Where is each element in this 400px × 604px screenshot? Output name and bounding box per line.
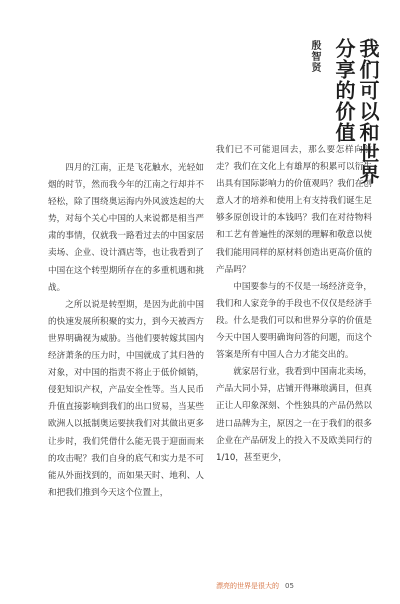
title-line-1: 我们可以和世界: [356, 38, 380, 185]
right-column: [216, 142, 372, 467]
paragraph: 我们已不可能退回去，那么要怎样向前走？我们在文化上有雄厚的积累可以衍生出具有国际影响力的价值观吗？我们在创意人才的培养和使用上有支持我们诞生足够多原创设计的本钱吗？我们在对待物料和工艺有普遍性的深刻的理解和敬意以使我们能用同样的原材料创造出更高价值的产品吗？: [216, 145, 372, 275]
page-number: 05: [285, 582, 294, 590]
paragraph: 就家居行业，我看到中国南北卖场，产品大同小异，店铺开得琳琅满目，但真正让人印象深刻、个性独具的产品仍然以进口品牌为主，原因之一在于我们的很多企业在产品研发上的投入不及欧美同行的1/10，甚至更少，: [216, 367, 372, 463]
paragraph: 中国要参与的不仅是一场经济竞争，我们和人家竞争的手段也不仅仅是经济手段。什么是我们可以和世界分享的价值是今天中国人要明确询问答的问题，而这个答案是所有中国人合力才能交出的。: [216, 281, 372, 361]
footer-title: 漂亮的世界是很大的: [216, 582, 279, 590]
left-column: [48, 160, 204, 502]
author-byline: 殷智贤: [309, 40, 320, 73]
paragraph: 之所以说是转型期，是因为此前中国的快速发展所积聚的实力，到今天被西方世界明确视为威胁。当他们要转嫁其国内经济萧条的压力时，中国就成了其归咎的对象，对中国的指责不将止于低价倾销，侵犯知识产权，产品安全性等。当人民币升值直接影响到我们的出口贸易，当某些欧洲人以抵制奥运要挟我们对其做出更多让步时，我们凭借什么能无畏于迎面而来的攻击呢？我们自身的底气和实力是不可能从外面找到的，而如果天时、地利、人和把我们推到今天这个位置上，: [48, 299, 204, 498]
title-line-2: 分享的价值: [332, 38, 356, 143]
paragraph: 四月的江南，正是飞花触水，光轻如烟的时节，然而我今年的江南之行却并不轻松，除了围绕奥运海内外风波迭起的大势，对每个关心中国的人来说都是相当严肃的事情，仅就我一路看过去的中国家居卖场、企业、设计酒店等，也让我看到了中国在这个转型期所存在的多重机遇和挑战。: [48, 163, 204, 293]
page-footer: [216, 581, 294, 591]
